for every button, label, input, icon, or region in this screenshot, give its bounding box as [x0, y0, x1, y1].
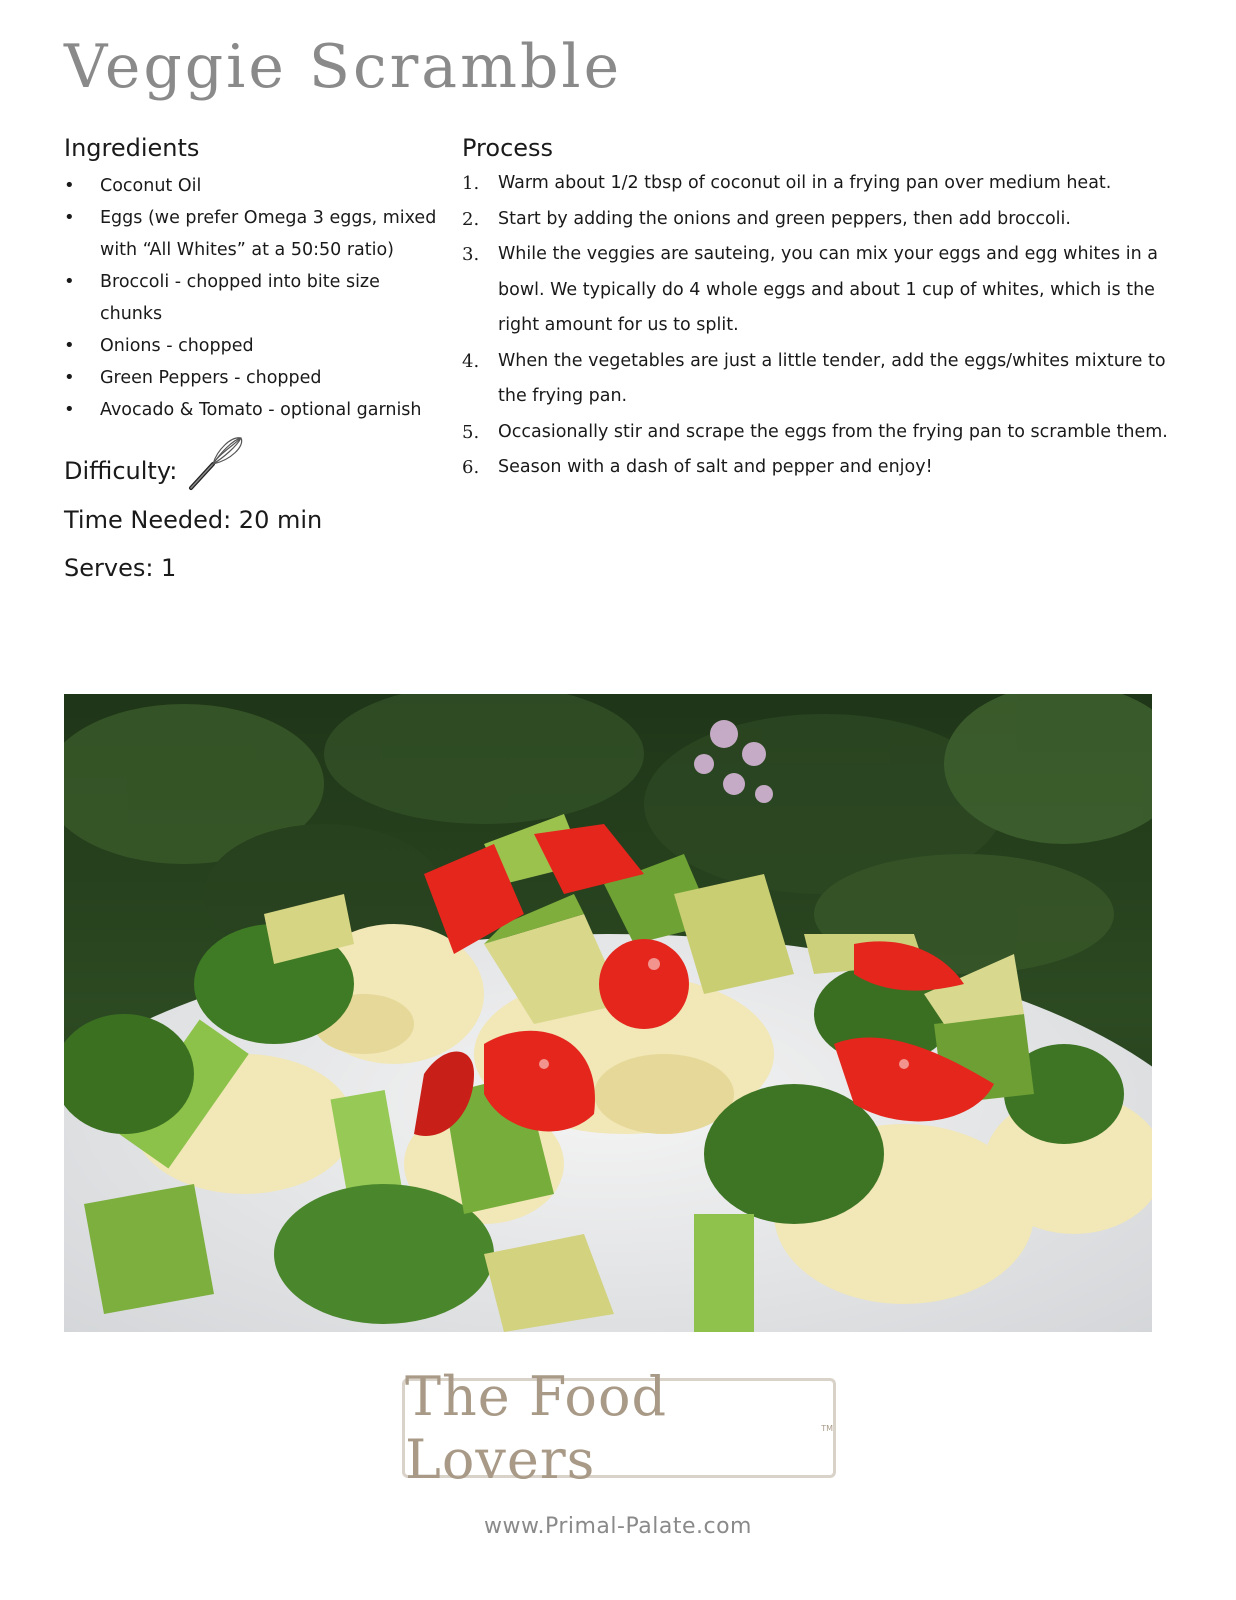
ingredients-section: [64, 134, 444, 426]
list-item: [462, 450, 1172, 486]
ingredients-list: [64, 170, 444, 426]
list-item: • Broccoli - chopped into bite size chunks: [64, 266, 444, 330]
step-number: 1.: [462, 173, 480, 194]
whisk-icon: [185, 432, 247, 500]
list-item: [462, 237, 1172, 344]
list-item: [462, 166, 1172, 202]
list-item: [462, 415, 1172, 451]
step-text: Start by adding the onions and green peppers, then add broccoli.: [498, 208, 1071, 229]
logo-text: The Food Lovers: [405, 1365, 668, 1491]
list-item: [462, 344, 1172, 415]
step-text: Season with a dash of salt and pepper and enjoy!: [498, 457, 933, 477]
dish-photo: [64, 694, 1152, 1332]
process-section: [462, 134, 1172, 486]
step-number: 5.: [462, 421, 480, 443]
ingredients-heading: Ingredients: [64, 134, 200, 162]
process-list: [462, 166, 1172, 486]
website-url: www.Primal-Palate.com: [484, 1514, 752, 1539]
page-title: Veggie Scramble: [64, 32, 623, 102]
step-number: 6.: [462, 457, 480, 478]
process-heading: Process: [462, 134, 554, 162]
step-text: When the vegetables are just a little tender, add the eggs/whites mixture to the frying pan.: [498, 350, 1166, 406]
difficulty-label: Difficulty:: [64, 457, 178, 485]
list-item: • Eggs (we prefer Omega 3 eggs, mixed with “All Whites” at a 50:50 ratio): [64, 202, 444, 266]
list-item: • Coconut Oil: [64, 170, 444, 202]
step-text: Occasionally stir and scrape the eggs from the frying pan to scramble them.: [498, 421, 1168, 442]
trademark-mark: TM: [821, 1423, 833, 1433]
step-number: 3.: [462, 244, 480, 265]
step-number: 4.: [462, 350, 480, 372]
list-item: [462, 202, 1172, 238]
serves: Serves: 1: [64, 554, 177, 582]
list-item: • Avocado & Tomato - optional garnish: [64, 394, 444, 426]
step-text: While the veggies are sauteing, you can mix your eggs and egg whites in a bowl. We typically do 4 whole eggs and about 1 cup of whites, which is the right amount for us to split.: [498, 244, 1158, 335]
step-text: Warm about 1/2 tbsp of coconut oil in a frying pan over medium heat.: [498, 173, 1112, 193]
list-item: • Green Peppers - chopped: [64, 362, 444, 394]
step-number: 2.: [462, 208, 480, 230]
list-item: • Onions - chopped: [64, 330, 444, 362]
difficulty-row: [64, 442, 444, 500]
time-needed: Time Needed: 20 min: [64, 506, 323, 534]
brand-logo: [402, 1365, 836, 1491]
